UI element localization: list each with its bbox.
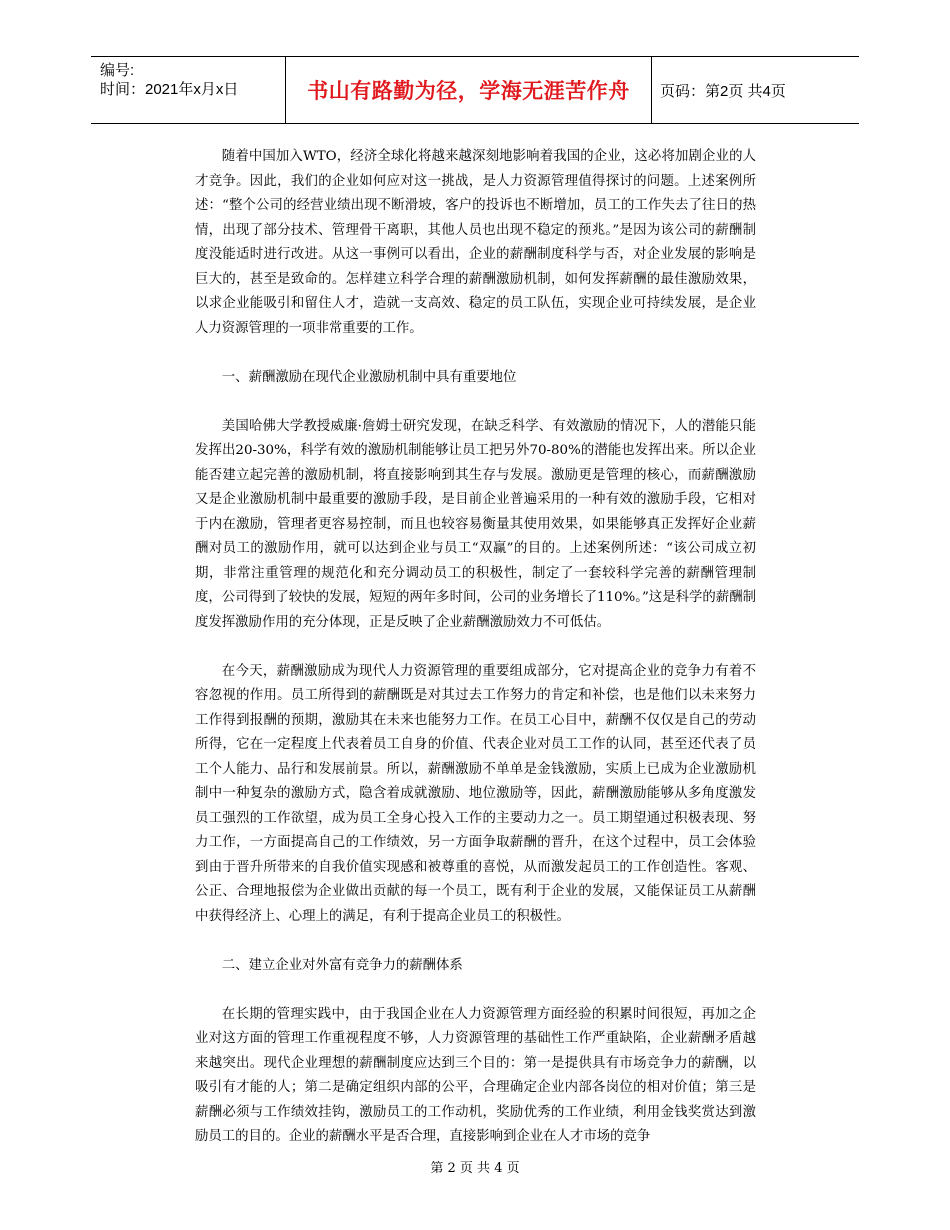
header-motto-cell	[285, 57, 652, 123]
section-heading-2: 二、建立企业对外富有竞争力的薪酬体系	[221, 957, 463, 973]
paragraph-intro: 随着中国加入WTO，经济全球化将越来越深刻地影响着我国的企业，这必将加剧企业的人才竞争。因此，我们的企业如何应对这一挑战，是人力资源管理值得探讨的问题。上述案例所述：“整个公司的经营业绩出现不断滑坡，客户的投诉也不断增加，员工的工作失去了往日的热情，出现了部分技术、管理骨干离职，其他人员也出现不稳定的预兆。”是因为该公司的薪酬制度没能适时进行改进。从这一事例可以看出，企业的薪酬制度科学与否，对企业发展的影响是巨大的，甚至是致命的。怎样建立科学合理的薪酬激励机制，如何发挥薪酬的最佳激励效果，以求企业能吸引和留住人才，造就一支高效、稳定的员工队伍，实现企业可持续发展，是企业人力资源管理的一项非常重要的工作。	[195, 149, 756, 336]
section-heading-1: 一、薪酬激励在现代企业激励机制中具有重要地位	[221, 369, 517, 385]
page-footer	[0, 1157, 950, 1176]
footer-page-number: 第 2 页 共 4 页	[430, 1161, 520, 1176]
paragraph-section2: 在长期的管理实践中，由于我国企业在人力资源管理方面经验的积累时间很短，再加之企业对这方面的管理工作重视程度不够，人力资源管理的基础性工作严重缺陷，企业薪酬矛盾越来越突出。现代企业理想的薪酬制度应达到三个目的：第一是提供具有市场竞争力的薪酬，以吸引有才能的人；第二是确定组织内部的公平，合理确定企业内部各岗位的相对价值；第三是薪酬必须与工作绩效挂钩，激励员工的工作动机，奖励优秀的工作业绩，利用金钱奖赏达到激励员工的目的。企业的薪酬水平是否合理，直接影响到企业在人才市场的竞争	[195, 1006, 756, 1144]
page-info-text: 页码：第2页 共4页	[660, 82, 786, 100]
time-label: 时间：2021年x月x日	[100, 81, 239, 98]
header-page-info	[652, 57, 859, 123]
paragraph-section1-a: 美国哈佛大学教授威廉·詹姆士研究发现，在缺乏科学、有效激励的情况下，人的潜能只能发挥出20-30%，科学有效的激励机制能够让员工把另外70-80%的潜能也发挥出来。所以企业能否建立起完善的激励机制，将直接影响到其生存与发展。激励更是管理的核心，而薪酬激励又是企业激励机制中最重要的激励手段，是目前企业普遍采用的一种有效的激励手段，它相对于内在激励，管理者更容易控制，而且也较容易衡量其使用效果，如果能够真正发挥好企业薪酬对员工的激励作用，就可以达到企业与员工“双赢”的目的。上述案例所述：“该公司成立初期，非常注重管理的规范化和充分调动员工的积极性，制定了一套较科学完善的薪酬管理制度，公司得到了较快的发展，短短的两年多时间，公司的业务增长了110%。”这是科学的薪酬制度发挥激励作用的充分体现，正是反映了企业薪酬激励效力不可低估。	[195, 418, 756, 630]
document-body	[195, 145, 756, 1174]
header-meta	[91, 57, 285, 123]
page-header	[91, 56, 859, 124]
motto-text: 书山有路勤为径，学海无涯苦作舟	[307, 79, 630, 103]
paragraph-section1-b: 在今天，薪酬激励成为现代人力资源管理的重要组成部分，它对提高企业的竞争力有着不容忽视的作用。员工所得到的薪酬既是对其过去工作努力的肯定和补偿，也是他们以未来努力工作得到报酬的预期，激励其在未来也能努力工作。在员工心目中，薪酬不仅仅是自己的劳动所得，它在一定程度上代表着员工自身的价值、代表企业对员工工作的认同，甚至还代表了员工个人能力、品行和发展前景。所以，薪酬激励不单单是金钱激励，实质上已成为企业激励机制中一种复杂的激励方式，隐含着成就激励、地位激励等，因此，薪酬激励能够从多角度激发员工强烈的工作欲望，成为员工全身心投入工作的主要动力之一。员工期望通过积极表现、努力工作，一方面提高自己的工作绩效，另一方面争取薪酬的晋升，在这个过程中，员工会体验到由于晋升所带来的自我价值实现感和被尊重的喜悦，从而激发起员工的工作创造性。客观、公正、合理地报偿为企业做出贡献的每一个员工，既有利于企业的发展，又能保证员工从薪酬中获得经济上、心理上的满足，有利于提高企业员工的积极性。	[195, 663, 756, 924]
doc-number-label: 编号:	[100, 62, 135, 79]
